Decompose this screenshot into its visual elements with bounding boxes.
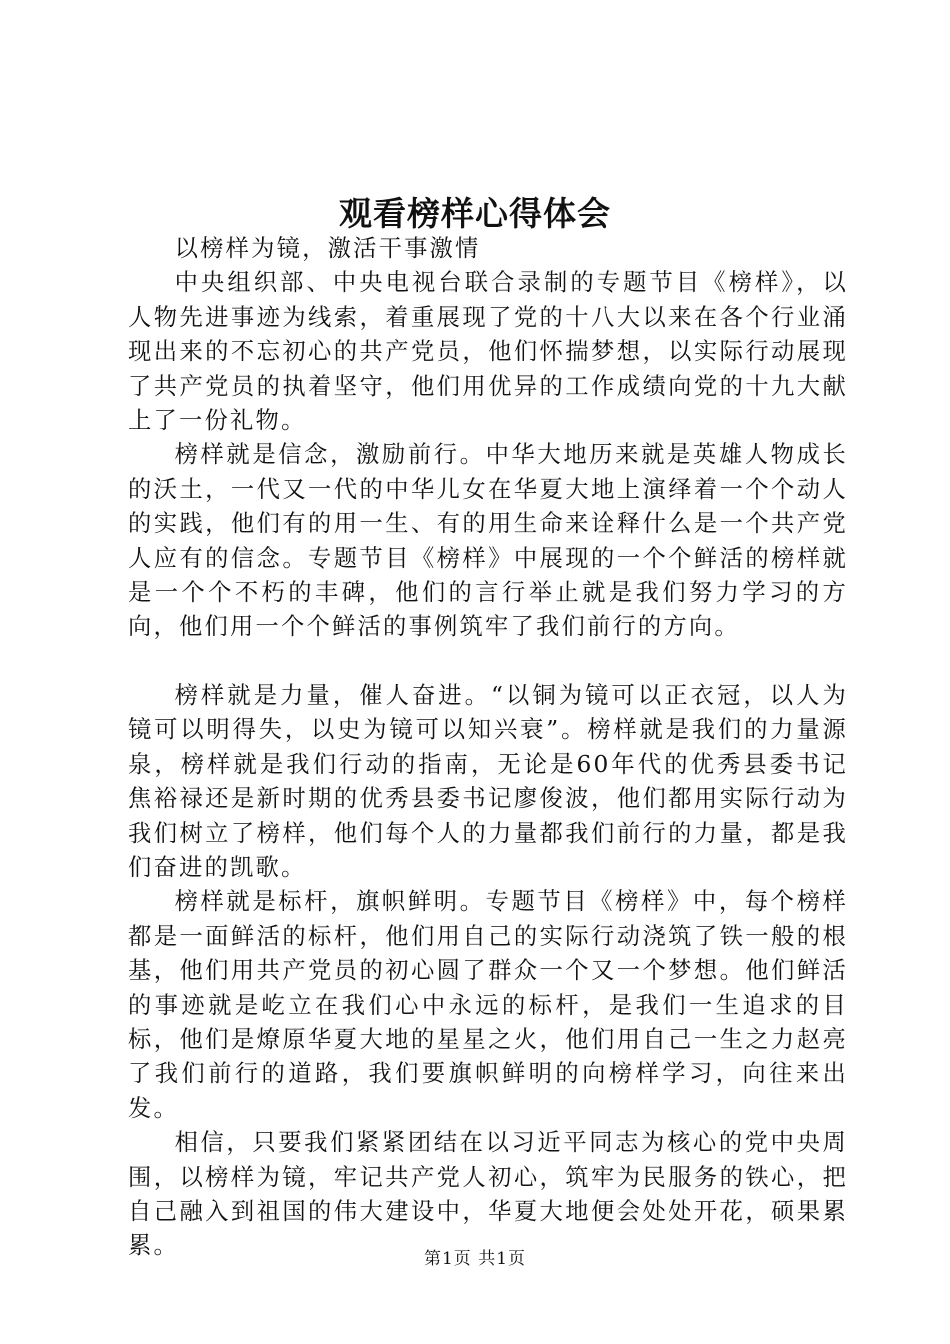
- paragraph-subtitle: 以榜样为镜，激活干事激情: [174, 235, 481, 262]
- document-title: 观看榜样心得体会: [339, 194, 611, 233]
- page-footer: 第1页 共1页: [423, 1249, 527, 1269]
- paragraph-intro: 中央组织部、中央电视台联合录制的专题节目《榜样》，以人物先进事迹为线索，着重展现了党的十八大以来在各个行业涌现出来的不忘初心的共产党员，他们怀揣梦想，以实际行动展现了共产党员的执着坚守，他们用优异的工作成绩向党的十九大献上了一份礼物。: [128, 269, 848, 435]
- document-body: [128, 232, 848, 1264]
- paragraph-strength: 榜样就是力量，催人奋进。“以铜为镜可以正衣冠，以人为镜可以明得失，以史为镜可以知兴衰”。榜样就是我们的力量源泉，榜样就是我们行动的指南，无论是60年代的优秀县委书记焦裕禄还是新时期的优秀县委书记廖俊波，他们都用实际行动为我们树立了榜样，他们每个人的力量都我们前行的力量，都是我们奋进的凯歌。: [128, 681, 848, 881]
- paragraph-belief: 榜样就是信念，激励前行。中华大地历来就是英雄人物成长的沃土，一代又一代的中华儿女在华夏大地上演绎着一个个动人的实践，他们有的用一生、有的用生命来诠释什么是一个共产党人应有的信念。专题节目《榜样》中展现的一个个鲜活的榜样就是一个个不朽的丰碑，他们的言行举止就是我们努力学习的方向，他们用一个个鲜活的事例筑牢了我们前行的方向。: [128, 441, 848, 641]
- paragraph-benchmark: 榜样就是标杆，旗帜鲜明。专题节目《榜样》中，每个榜样都是一面鲜活的标杆，他们用自己的实际行动浇筑了铁一般的根基，他们用共产党员的初心圆了群众一个又一个梦想。他们鲜活的事迹就是屹立在我们心中永远的标杆，是我们一生追求的目标，他们是燎原华夏大地的星星之火，他们用自己一生之力赵亮了我们前行的道路，我们要旗帜鲜明的向榜样学习，向往来出发。: [128, 888, 848, 1122]
- paragraph-conclusion: 相信，只要我们紧紧团结在以习近平同志为核心的党中央周围，以榜样为镜，牢记共产党人初心，筑牢为民服务的铁心，把自己融入到祖国的伟大建设中，华夏大地便会处处开花，硕果累累。: [128, 1129, 848, 1260]
